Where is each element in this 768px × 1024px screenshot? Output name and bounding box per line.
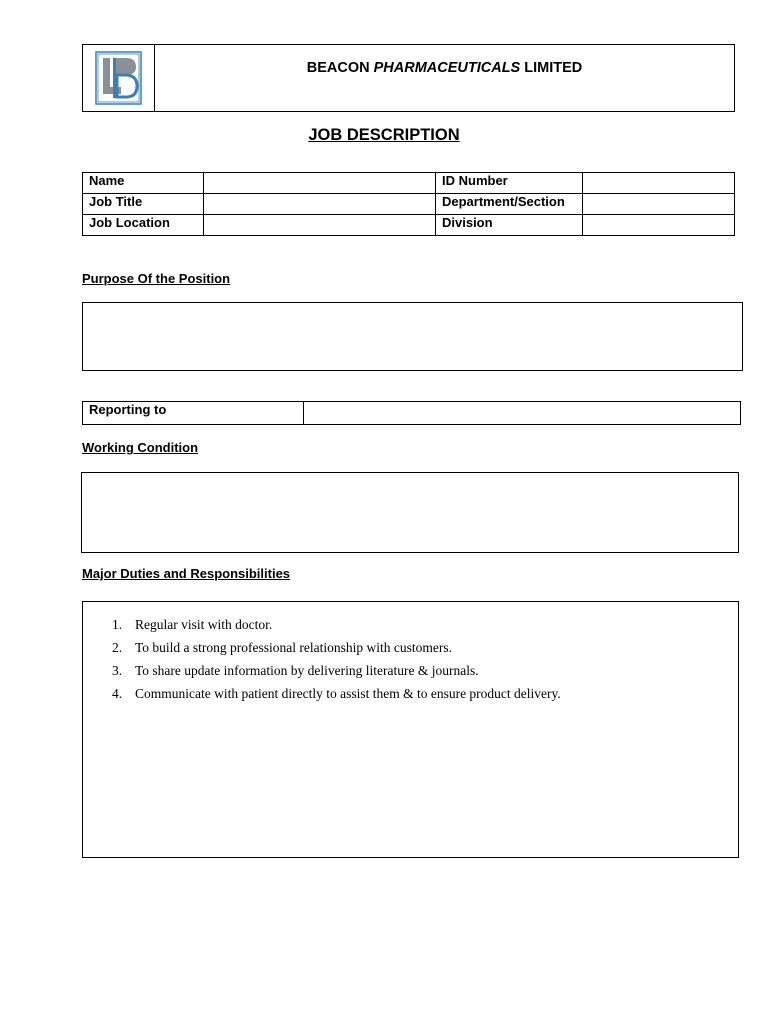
reporting-to-value-field[interactable] <box>304 402 740 424</box>
list-text: To share update information by delivering literature & journals. <box>135 663 479 678</box>
beacon-logo-icon <box>83 45 155 111</box>
major-duties-heading: Major Duties and Responsibilities <box>82 566 291 581</box>
list-number: 3. <box>112 663 123 678</box>
list-item <box>103 616 561 639</box>
job-title-label: Job Title <box>83 194 204 215</box>
list-number: 1. <box>112 617 123 632</box>
purpose-heading: Purpose Of the Position <box>82 271 231 286</box>
list-number: 2. <box>112 640 123 655</box>
id-number-label: ID Number <box>436 173 583 194</box>
table-row <box>83 194 735 215</box>
company-name-italic: PHARMACEUTICALS <box>373 60 521 76</box>
reporting-to-row <box>82 401 741 425</box>
company-name <box>155 60 734 76</box>
document-header <box>82 44 735 112</box>
list-text: To build a strong professional relationship with customers. <box>135 640 453 655</box>
job-location-value-field[interactable] <box>204 215 436 236</box>
duties-list <box>103 616 561 708</box>
list-item <box>103 639 561 662</box>
logo-cell <box>83 45 155 111</box>
name-label: Name <box>83 173 204 194</box>
company-name-prefix: BEACON <box>306 60 374 76</box>
table-row <box>83 215 735 236</box>
working-condition-text-box[interactable] <box>81 472 739 553</box>
table-row <box>83 173 735 194</box>
employee-info-table <box>82 172 735 236</box>
job-title-value-field[interactable] <box>204 194 436 215</box>
company-name-suffix: LIMITED <box>520 60 583 76</box>
id-number-value-field[interactable] <box>583 173 735 194</box>
list-text: Regular visit with doctor. <box>135 617 273 632</box>
department-section-label: Department/Section <box>436 194 583 215</box>
list-number: 4. <box>112 686 123 701</box>
document-title: JOB DESCRIPTION <box>308 126 460 144</box>
reporting-to-label: Reporting to <box>83 402 304 424</box>
list-item <box>103 662 561 685</box>
working-condition-heading: Working Condition <box>82 440 199 455</box>
list-item <box>103 685 561 708</box>
department-section-value-field[interactable] <box>583 194 735 215</box>
name-value-field[interactable] <box>204 173 436 194</box>
major-duties-box <box>82 601 739 858</box>
division-label: Division <box>436 215 583 236</box>
job-location-label: Job Location <box>83 215 204 236</box>
division-value-field[interactable] <box>583 215 735 236</box>
purpose-text-box[interactable] <box>82 302 743 371</box>
list-text: Communicate with patient directly to assist them & to ensure product delivery. <box>135 686 561 701</box>
